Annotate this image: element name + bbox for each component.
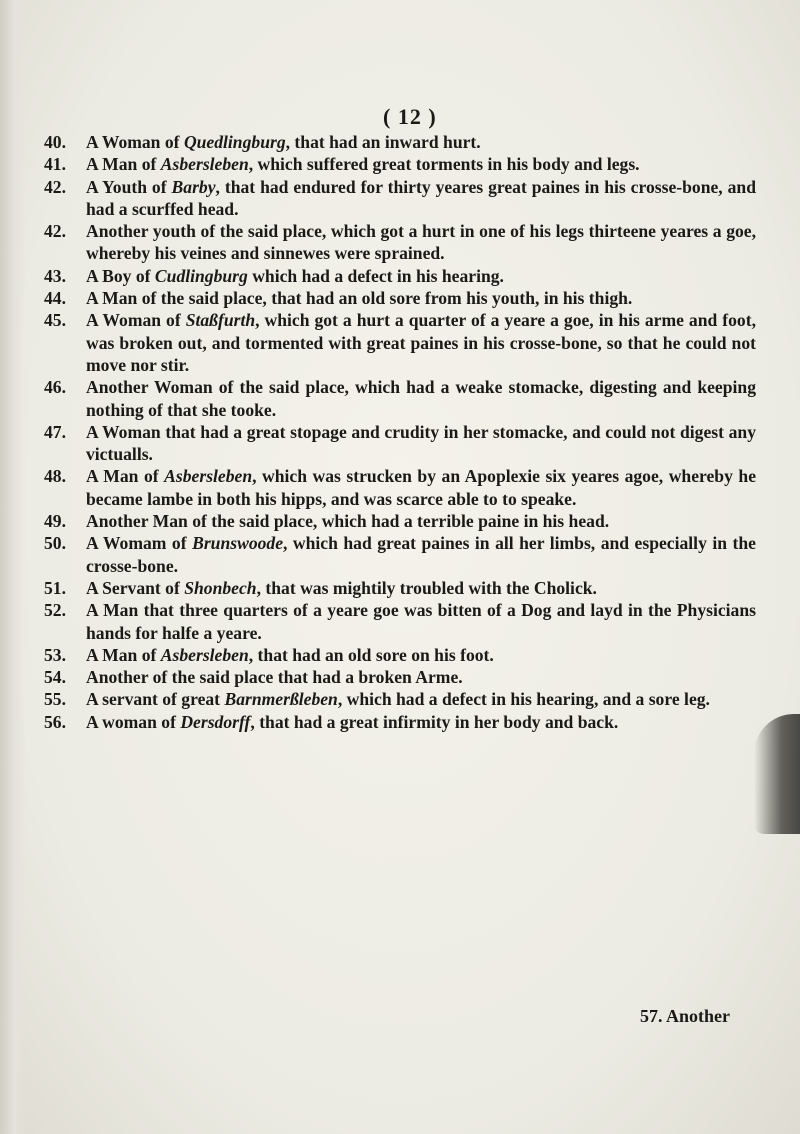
entry-place-name: Quedlingburg bbox=[183, 132, 286, 152]
entry-item bbox=[44, 711, 756, 733]
entry-text-lead: A servant of great bbox=[86, 689, 225, 710]
page-number: ( 12 ) bbox=[383, 104, 437, 129]
entry-item bbox=[44, 220, 756, 265]
entry-number: 46. bbox=[44, 377, 66, 398]
entry-text bbox=[86, 712, 618, 732]
entry-place-name: Barby bbox=[171, 176, 216, 197]
entry-item bbox=[44, 153, 756, 175]
entry-text bbox=[86, 667, 463, 687]
entry-text-lead: A Womam of bbox=[86, 533, 193, 554]
entry-number: 53. bbox=[44, 644, 66, 665]
entry-place-name: Asbersleben bbox=[160, 644, 249, 665]
entry-text bbox=[86, 645, 494, 665]
entry-place-name: Cudlingburg bbox=[154, 265, 248, 286]
entry-text bbox=[86, 288, 632, 308]
entry-text-lead: A Woman of bbox=[86, 132, 184, 152]
entry-text-rest: , that had an old sore on his foot. bbox=[248, 644, 494, 665]
entry-text-lead: A Man that three quarters of a yeare goe was bitten of a Dog and layd in the Physicians hands for halfe a yeare. bbox=[86, 600, 756, 643]
entry-number: 54. bbox=[44, 667, 66, 688]
entry-text-rest: , that was mightily troubled with the Cholick. bbox=[256, 577, 597, 598]
entry-number: 40. bbox=[44, 132, 66, 152]
entry-item bbox=[44, 176, 756, 221]
entry-place-name: Brunswoode bbox=[192, 533, 284, 554]
entry-text bbox=[86, 377, 756, 419]
entry-text-rest: , that had an inward hurt. bbox=[285, 132, 481, 152]
entry-text-rest: , that had a great infirmity in her body and back. bbox=[250, 711, 619, 732]
entry-text bbox=[86, 511, 609, 531]
entry-item bbox=[44, 577, 756, 599]
entry-item bbox=[44, 465, 756, 510]
entry-text bbox=[86, 422, 756, 464]
entry-item bbox=[44, 131, 756, 153]
entry-text bbox=[86, 177, 756, 219]
entry-text-rest: which had a defect in his hearing. bbox=[247, 265, 504, 286]
entry-text bbox=[86, 154, 640, 174]
entry-text-rest: , which was strucken by an Apoplexie six yeares agoe, whereby he became lambe in both his hipps, and was scarce able to to speake. bbox=[86, 466, 756, 509]
entry-item bbox=[44, 309, 756, 376]
entry-item bbox=[44, 376, 756, 421]
entry-text-lead: Another Woman of the said place, which had a weake stomacke, digesting and keeping nothing of that she tooke. bbox=[86, 377, 756, 420]
entry-number: 47. bbox=[44, 421, 66, 442]
entry-number: 42. bbox=[44, 176, 66, 197]
entry-text bbox=[86, 578, 597, 598]
entry-text bbox=[86, 221, 756, 263]
entry-text-lead: A Woman of bbox=[86, 310, 186, 331]
entry-item bbox=[44, 421, 756, 466]
entry-text bbox=[86, 689, 710, 709]
entry-place-name: Staßfurth bbox=[185, 310, 256, 331]
entry-item bbox=[44, 644, 756, 666]
entry-number: 55. bbox=[44, 689, 66, 710]
entry-text-lead: A Woman that had a great stopage and crudity in her stomacke, and could not digest any victualls. bbox=[86, 421, 756, 465]
entry-place-name: Barnmerßleben bbox=[224, 689, 338, 710]
entry-text bbox=[86, 132, 481, 152]
entry-text-lead: A Man of bbox=[86, 466, 165, 487]
entry-place-name: Asbersleben bbox=[164, 466, 253, 487]
entry-number: 42. bbox=[44, 221, 66, 242]
entry-item bbox=[44, 599, 756, 644]
entry-number: 45. bbox=[44, 310, 66, 331]
entry-text bbox=[86, 266, 504, 286]
entry-list bbox=[44, 131, 756, 733]
entry-number: 49. bbox=[44, 511, 66, 532]
entry-text bbox=[86, 310, 756, 375]
page-edge-shadow bbox=[754, 714, 800, 834]
entry-place-name: Dersdorff bbox=[180, 711, 251, 732]
entry-text-lead: Another of the said place that had a broken Arme. bbox=[86, 667, 463, 688]
entry-number: 50. bbox=[44, 533, 66, 554]
entry-item bbox=[44, 510, 756, 532]
entry-number: 56. bbox=[44, 711, 66, 732]
entry-text-lead: Another Man of the said place, which had a terrible paine in his head. bbox=[86, 511, 610, 532]
entry-text-lead: A Man of bbox=[86, 644, 161, 665]
entry-text-lead: Another youth of the said place, which got a hurt in one of his legs thirteene yeares a goe, whereby his veines and sinnewes were sprained. bbox=[86, 221, 756, 264]
entry-number: 51. bbox=[44, 577, 66, 598]
entry-item bbox=[44, 265, 756, 287]
entry-number: 52. bbox=[44, 600, 66, 621]
entry-item bbox=[44, 666, 756, 688]
entry-place-name: Asbersleben bbox=[160, 154, 249, 175]
entry-text-rest: , which had a defect in his hearing, and a sore leg. bbox=[337, 689, 710, 710]
entry-number: 41. bbox=[44, 154, 66, 175]
entry-text-lead: A Youth of bbox=[86, 176, 172, 197]
entry-text-lead: A woman of bbox=[86, 711, 181, 732]
entry-item bbox=[44, 532, 756, 577]
entry-number: 43. bbox=[44, 265, 66, 286]
entry-place-name: Shonbech bbox=[184, 577, 257, 598]
entry-text-lead: A Servant of bbox=[86, 577, 185, 598]
entry-text-rest: , which had great paines in all her limbs, and especially in the crosse-bone. bbox=[86, 533, 756, 576]
entry-item bbox=[44, 688, 756, 710]
catchword: 57. Another bbox=[640, 1006, 730, 1026]
entry-text bbox=[86, 466, 756, 508]
entry-text-rest: , which got a hurt a quarter of a yeare a goe, in his arme and foot, was broken out, and tormented with great paines in his crosse-bone, so that he could not move nor stir. bbox=[86, 310, 756, 375]
entry-text-lead: A Man of bbox=[86, 154, 161, 175]
entry-text-rest: , which suffered great torments in his body and legs. bbox=[248, 154, 640, 175]
entry-number: 44. bbox=[44, 288, 66, 309]
entry-text bbox=[86, 600, 756, 642]
entry-text-lead: A Man of the said place, that had an old sore from his youth, in his thigh. bbox=[86, 288, 633, 309]
entry-number: 48. bbox=[44, 466, 66, 487]
entry-text bbox=[86, 533, 756, 575]
entry-text-rest: , that had endured for thirty yeares great paines in his crosse-bone, and had a scurffed head. bbox=[86, 176, 756, 219]
entry-item bbox=[44, 287, 756, 309]
entry-text-lead: A Boy of bbox=[86, 265, 155, 286]
binding-shadow bbox=[0, 0, 26, 1134]
